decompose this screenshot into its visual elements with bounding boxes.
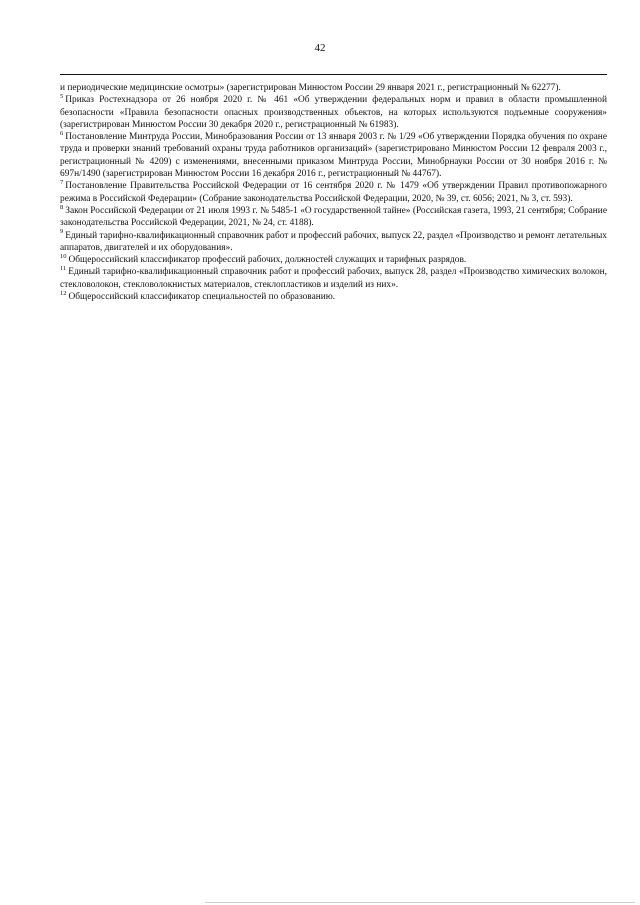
footnote-7 (60, 180, 607, 205)
footnote-separator-line (60, 74, 607, 75)
footnote-text: Единый тарифно-квалификационный справочник работ и профессий рабочих, выпуск 22, раздел «Производство и ремонт летательных аппаратов, двигателей и их оборудования». (60, 230, 607, 253)
footnote-mark: 9 (60, 228, 64, 236)
footnote-5 (60, 94, 607, 131)
footnote-mark: 5 (60, 93, 64, 101)
footnote-8 (60, 205, 607, 230)
footnote-mark: 6 (60, 130, 64, 138)
footnote-text: Общероссийский классификатор профессий рабочих, должностей служащих и тарифных разрядов. (68, 255, 467, 266)
footnote-text: Постановление Минтруда России, Минобразования России от 13 января 2003 г. № 1/29 «Об утверждении Порядка обучения по охране труда и проверки знаний требований охраны труда работников организаций» (зарегистрировано Минюстом России 12 февраля 2003 г., регистрационный № 4209) с изменениями, внесенными приказом Минтруда России, Минобрнауки России от 30 ноября 2016 г. № 697н/1490 (зарегистрирован Минюстом России 16 декабря 2016 г., регистрационный № 44767). (60, 132, 607, 180)
footnote-text: Постановление Правительства Российской Федерации от 16 сентября 2020 г. № 1479 «Об утверждении Правил противопожарного режима в Российской Федерации» (Собрание законодательства Российской Федерации, 2020, № 39, ст. 6056; 2021, № 3, ст. 593). (60, 181, 607, 204)
footnote-text: Единый тарифно-квалификационный справочник работ и профессий рабочих, выпуск 28, раздел «Производство химических волокон, стекловолокон, стекловолокнистых материалов, стеклопластиков и изделий из них». (60, 267, 607, 290)
footnote-text: Закон Российской Федерации от 21 июля 1993 г. № 5485-1 «О государственной тайне» (Российская газета, 1993, 21 сентября; Собрание законодательства Российской Федерации, 2021, № 24, ст. 4188). (60, 205, 607, 229)
footnote-mark: 10 (60, 253, 67, 261)
footnote-11 (60, 266, 607, 291)
footnote-text: Общероссийский классификатор специальностей по образованию. (68, 292, 336, 303)
footnote-continuation (60, 82, 607, 94)
footnotes-section (60, 82, 607, 303)
footnote-mark: 12 (60, 289, 67, 297)
footnote-6 (60, 131, 607, 180)
page-number: 42 (314, 42, 326, 54)
footnote-mark: 11 (60, 265, 67, 273)
footnote-12 (60, 291, 607, 303)
footnote-9 (60, 230, 607, 255)
footnote-10 (60, 254, 607, 266)
footnote-mark: 8 (60, 203, 64, 211)
scan-edge-line (205, 902, 635, 903)
footnote-text: Приказ Ростехнадзора от 26 ноября 2020 г. № 461 «Об утверждении федеральных норм и правил в области промышленной безопасности «Правила безопасности опасных производственных объектов, на которых используются подъемные сооружения» (зарегистрирован Минюстом России 30 декабря 2020 г., регистрационный № 61983). (60, 95, 607, 130)
footnote-text: и периодические медицинские осмотры» (зарегистрирован Минюстом России 29 января 2021 г., регистрационный № 62277). (60, 83, 561, 93)
footnote-mark: 7 (60, 179, 64, 187)
